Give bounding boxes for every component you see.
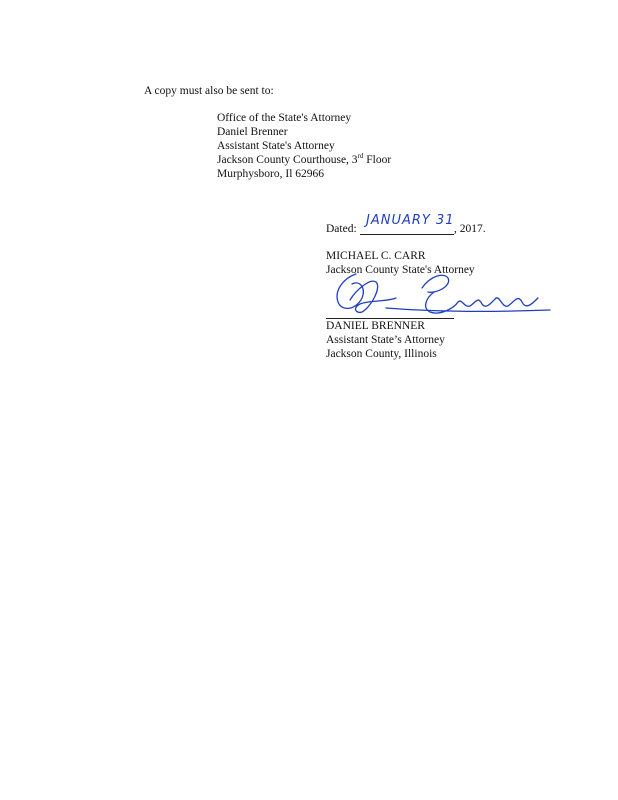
state-attorney-title: Jackson County State's Attorney (326, 264, 475, 276)
recipient-address-sup: rd (357, 152, 364, 161)
handwritten-signature (326, 268, 556, 320)
date-underline (360, 234, 454, 235)
recipient-title: Assistant State's Attorney (217, 140, 335, 152)
dated-year: , 2017. (454, 223, 486, 235)
recipient-office: Office of the State's Attorney (217, 112, 352, 124)
signer-name: DANIEL BRENNER (326, 320, 425, 332)
dated-label: Dated: (326, 223, 357, 235)
recipient-city: Murphysboro, Il 62966 (217, 168, 325, 180)
dated-handwritten-date: JANUARY 31 (366, 213, 455, 228)
signer-title: Assistant State’s Attorney (326, 334, 445, 346)
recipient-address-text: Jackson County Courthouse, 3 (217, 154, 358, 166)
recipient-name: Daniel Brenner (217, 126, 288, 138)
state-attorney-name: MICHAEL C. CARR (326, 250, 426, 262)
recipient-address-floor: Floor (363, 154, 392, 166)
signer-county: Jackson County, Illinois (326, 348, 437, 360)
copy-intro: A copy must also be sent to: (144, 85, 274, 97)
recipient-address (217, 153, 391, 167)
